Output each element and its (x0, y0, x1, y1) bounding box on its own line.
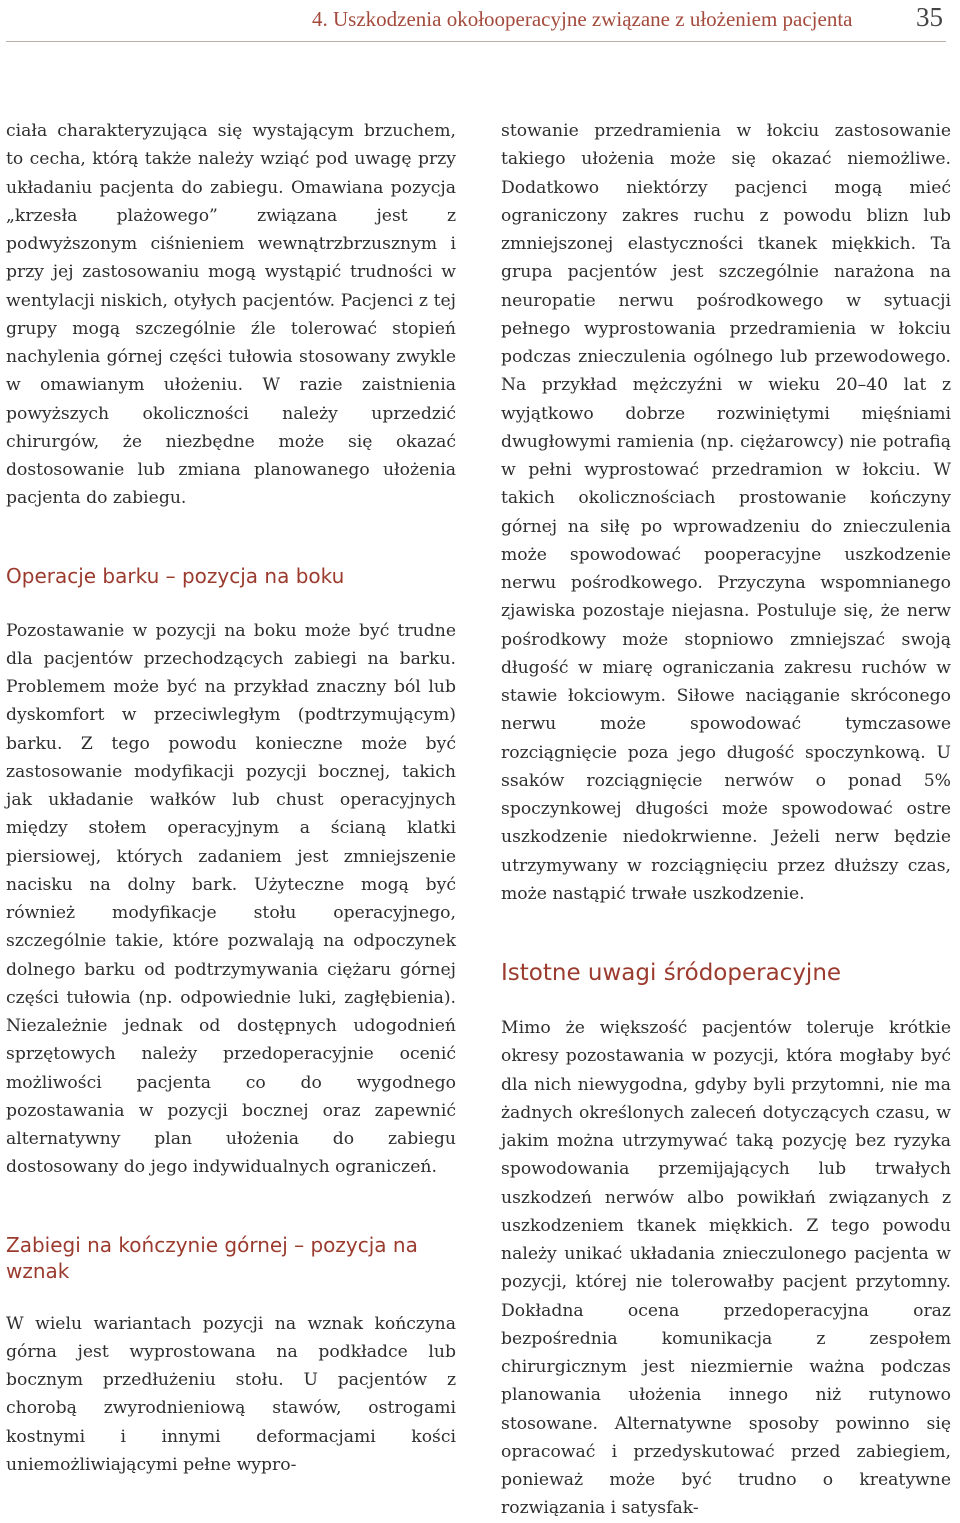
left-column (6, 117, 456, 1479)
right-paragraph-1: stowanie przedramienia w łokciu zastosowanie takiego ułożenia może się okazać niemożliwe. Dodatkowo niektórzy pacjenci mogą mieć ograniczony zakres ruchu z powodu blizn lub zmniejszonej elastyczności tkanek miękkich. Ta grupa pacjentów jest szczególnie narażona na neuropatie nerwu pośrodkowego w sytuacji pełnego wyprostowania przedramienia w łokciu podczas znieczulenia ogólnego lub przewodowego. Na przykład mężczyźni w wieku 20–40 lat z wyjątkowo dobrze rozwiniętymi mięśniami dwugłowymi ramienia (np. ciężarowcy) nie potrafią w pełni wyprostować przedramion w łokciu. W takich okolicznościach prostowanie kończyny górnej na siłę po wprowadzeniu do znieczulenia może spowodować pooperacyjne uszkodzenie nerwu pośrodkowego. Przyczyna wspomnianego zjawiska pozostaje niejasna. Postuluje się, że nerw pośrodkowy może stopniowo zmniejszać swoją długość w miarę ograniczania zakresu ruchów w stawie łokciowym. Siłowe naciąganie skróconego nerwu może spowodować tymczasowe rozciągnięcie poza jego długość spoczynkową. U ssaków rozciągnięcie nerwów o ponad 5% spoczynkowej długości może spowodować ostre uszkodzenie niedokrwienne. Jeżeli nerw będzie utrzymywany w rozciągnięciu przez dłuższy czas, może nastąpić trwałe uszkodzenie. (501, 121, 951, 904)
right-column (501, 117, 951, 1523)
left-paragraph-2: Pozostawanie w pozycji na boku może być trudne dla pacjentów przechodzących zabiegi na barku. Problemem może być na przykład znaczny ból lub dyskomfort w przeciwległym (podtrzymującym) barku. Z tego powodu konieczne może być zastosowanie modyfikacji pozycji bocznej, takich jak układanie wałków lub chust operacyjnych między stołem operacyjnym a ścianą klatki piersiowej, których zadaniem jest zmniejszenie nacisku na dolny bark. Użyteczne mogą być również modyfikacje stołu operacyjnego, szczególnie takie, które pozwalają na odpoczynek dolnego barku od podtrzymywania ciężaru górnej części tułowia (np. odpowiednie luki, zagłębienia). Niezależnie jednak od dostępnych udogodnień sprzętowych należy przedoperacyjnie ocenić możliwości pacjenta co do wygodnego pozostawania w pozycji bocznej oraz zapewnić alternatywny plan ułożenia do zabiegu dostosowany do jego indywidualnych ograniczeń. (6, 620, 456, 1178)
section-heading-shoulder: Operacje barku – pozycja na boku (6, 563, 345, 588)
header-divider (6, 41, 946, 42)
page-number: 35 (916, 2, 943, 32)
left-paragraph-3: W wielu wariantach pozycji na wznak kończyna górna jest wyprostowana na podkładce lub bocznym przedłużeniu stołu. U pacjentów z chorobą zwyrodnieniową stawów, ostrogami kostnymi i innymi deformacjami kości uniemożliwiającymi pełne wypro- (6, 1313, 456, 1475)
left-paragraph-1: ciała charakteryzująca się wystającym brzuchem, to cecha, którą także należy wziąć pod uwagę przy układaniu pacjenta do zabiegu. Omawiana pozycja „krzesła plażowego” związana jest z podwyższonym ciśnieniem wewnątrzbrzusznym i przy jej zastosowaniu mogą wystąpić trudności w wentylacji niskich, otyłych pacjentów. Pacjenci z tej grupy mogą szczególnie źle tolerować stopień nachylenia górnej części tułowia stosowany zwykle w omawianym ułożeniu. W razie zaistnienia powyższych okoliczności należy uprzedzić chirurgów, że niezbędne może się okazać dostosowanie lub zmiana planowanego ułożenia pacjenta do zabiegu. (6, 121, 456, 509)
running-header (0, 0, 960, 42)
section-heading-upper-limb: Zabiegi na kończynie górnej – pozycja na wznak (6, 1232, 418, 1283)
section-heading-intraoperative: Istotne uwagi śródoperacyjne (501, 960, 842, 986)
right-paragraph-2: Mimo że większość pacjentów toleruje krótkie okresy pozostawania w pozycji, która mogłaby być dla nich niewygodna, gdyby byli przytomni, nie ma żadnych określonych zaleceń dotyczących czasu, w jakim można utrzymywać taką pozycję bez ryzyka spowodowania przemijających lub trwałych uszkodzeń nerwów albo powikłań związanych z uszkodzeniem tkanek miękkich. Z tego powodu należy unikać układania znieczulonego pacjenta w pozycji, której nie tolerowałby pacjent przytomny. Dokładna ocena przedoperacyjna oraz bezpośrednia komunikacja z zespołem chirurgicznym jest niezmiernie ważna podczas planowania ułożenia innego niż rutynowo stosowane. Alternatywne sposoby powinno się opracować i przedyskutować przed zabiegiem, ponieważ może być trudno o kreatywne rozwiązania i satysfak- (501, 1018, 951, 1519)
chapter-title: 4. Uszkodzenia okołooperacyjne związane z ułożeniem pacjenta (312, 7, 853, 31)
